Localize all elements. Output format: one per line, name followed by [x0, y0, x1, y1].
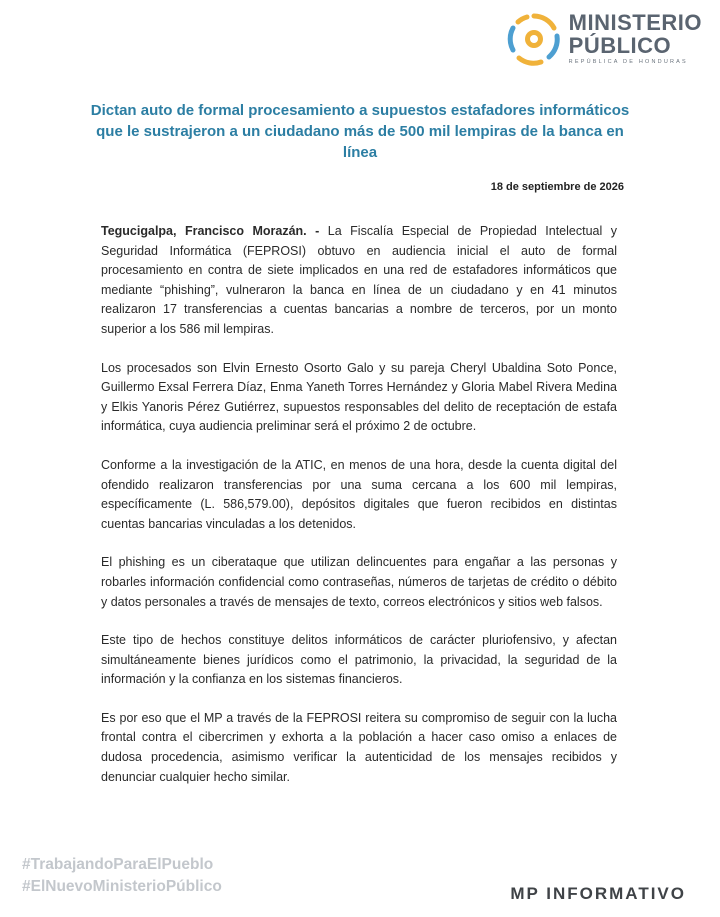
logo-line-publico: PÚBLICO — [568, 33, 672, 59]
body-paragraph: Es por eso que el MP a través de la FEPROSI reitera su compromiso de seguir con la lucha frontal contra el cibercrimen y exhorta a la población a hacer caso omiso a enlaces de dudosa procedencia, asimismo verificar la autenticidad de los mensajes recibidos y denunciar cualquier hecho similar. — [101, 710, 617, 784]
logo-line-ministerio: MINISTERIO — [568, 10, 702, 36]
logo-wordmark — [569, 12, 702, 66]
logo-subtitle: REPÚBLICA DE HONDURAS — [568, 59, 688, 66]
document-title: Dictan auto de formal procesamiento a supuestos estafadores informáticos que le sustrajeron a un ciudadano más de 500 mil lempiras de la banca en línea — [90, 102, 630, 161]
document-body — [101, 222, 617, 806]
document-header — [0, 0, 720, 80]
hashtag-nuevo-ministerio: #ElNuevoMinisterioPúblico — [22, 878, 222, 895]
mp-informativo-label: MP INFORMATIVO — [510, 884, 686, 903]
body-paragraph: El phishing es un ciberataque que utilizan delincuentes para engañar a las personas y robarles información confidencial como contraseñas, números de tarjetas de crédito o débito y datos personales a través de mensajes de texto, correos electrónicos y sitios web falsos. — [101, 555, 617, 609]
document-date: 18 de septiembre de 2026 — [490, 181, 624, 193]
body-paragraph: Conforme a la investigación de la ATIC, en menos de una hora, desde la cuenta digital del ofendido realizaron transferencias por una suma cercana a los 600 mil lempiras, específicamente (L. 586,579.00), depósitos digitales que fueron recibidos en distintas cuentas bancarias vinculadas a los detenidos. — [101, 457, 617, 531]
body-paragraph: Este tipo de hechos constituye delitos informáticos de carácter pluriofensivo, y afectan simultáneamente bienes jurídicos como el patrimonio, la privacidad, la seguridad de la información y la confianza en los sistemas financieros. — [101, 633, 617, 687]
dateline: Tegucigalpa, Francisco Morazán. - — [101, 224, 320, 238]
logo-emblem-icon — [505, 10, 563, 68]
paragraph-text: La Fiscalía Especial de Propiedad Intelectual y Seguridad Informática (FEPROSI) obtuvo en audiencia inicial el auto de formal procesamiento en contra de siete implicados en una red de estafadores informáticos que mediante “phishing”, vulneraron la banca en línea de un ciudadano y en 41 minutos realizaron 17 transferencias a cuentas bancarias a nombre de terceros, por un monto superior a los 586 mil lempiras. — [101, 224, 617, 336]
ministerio-publico-logo — [505, 10, 702, 68]
body-paragraph — [101, 222, 617, 340]
footer-hashtags — [22, 854, 222, 898]
body-paragraph: Los procesados son Elvin Ernesto Osorto Galo y su pareja Cheryl Ubaldina Soto Ponce, Guillermo Exsal Ferrera Díaz, Enma Yaneth Torres Hernández y Gloria Mabel Rivera Medina y Elkis Yanoris Pérez Gutiérrez, supuestos responsables del delito de receptación de estafa informática, cuya audiencia preliminar será el próximo 2 de octubre. — [101, 360, 617, 434]
hashtag-trabajando: #TrabajandoParaElPueblo — [22, 856, 214, 873]
